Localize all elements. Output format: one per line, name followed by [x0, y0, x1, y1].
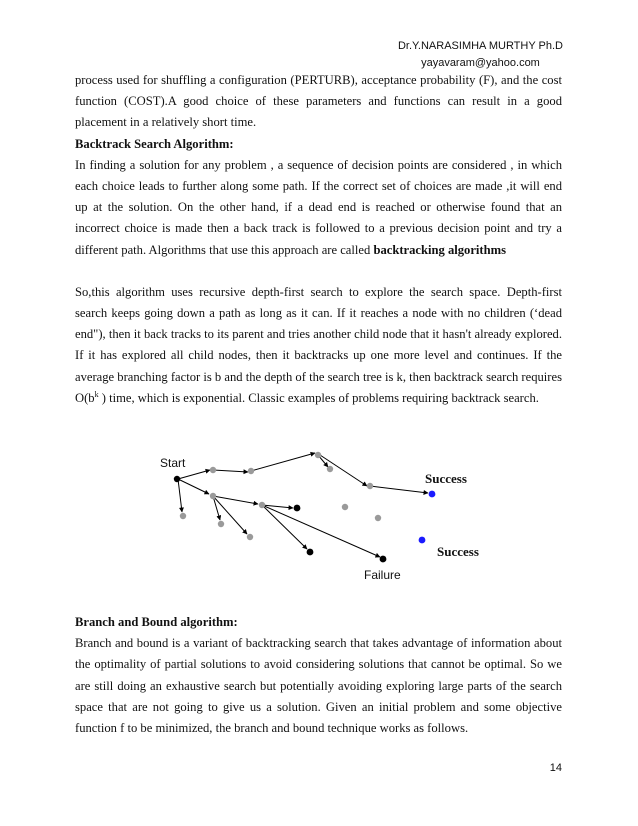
tree-node: [327, 466, 333, 472]
tree-node: [180, 513, 186, 519]
dead-end-node: [294, 505, 301, 512]
success-node-2: [419, 537, 426, 544]
branch-bound-heading: Branch and Bound algorithm:: [75, 615, 238, 629]
branch-bound-section: [75, 612, 562, 739]
dead-end-node: [307, 549, 314, 556]
tree-node: [375, 515, 381, 521]
edge: [262, 505, 307, 549]
paragraph-2: [75, 155, 562, 261]
edge: [213, 470, 248, 472]
tree-node: [210, 493, 216, 499]
failure-label: Failure: [364, 568, 401, 582]
edge: [178, 470, 210, 479]
backtracking-term: backtracking algorithms: [373, 242, 507, 257]
paragraph-3-text: So,this algorithm uses recursive depth-first search to explore the search space. Depth-first search keeps going down a path as long as it can. If it reaches a node with no children (‘dead end"), then it back tracks to its parent and tries another child node that it hasn't already explored. If it has explored all child nodes, then it backtracks up one more level and continues. If the average branching factor is b and the depth of the search tree is k, then backtrack search requires O(b: [75, 284, 562, 405]
author-email: yayavaram@yahoo.com: [421, 57, 540, 69]
start-label: Start: [160, 456, 186, 470]
backtrack-tree-diagram: [150, 450, 500, 585]
paragraph-3: [75, 282, 562, 409]
tree-node: [210, 467, 216, 473]
backtrack-heading: Backtrack Search Algorithm:: [75, 136, 234, 151]
tree-node: [259, 502, 265, 508]
success-label-1: Success: [425, 471, 467, 486]
edge: [178, 479, 209, 494]
edge: [251, 453, 315, 471]
tree-node: [342, 504, 348, 510]
tree-node: [248, 468, 254, 474]
failure-node: [380, 556, 387, 563]
paragraph-2-text: In finding a solution for any problem , a sequence of decision points are considered , in which each choice leads to further along some path. If the correct set of choices are made ,it will end up at the solution. On the other hand, if a dead end is reached or otherwise found that an incorrect choice is made then a back track is followed to a previous decision point and try a different path. Algorithms that use this approach are called: [75, 157, 562, 257]
edge: [370, 486, 428, 493]
edge: [262, 505, 380, 557]
paragraph-3-end: ) time, which is exponential. Classic examples of problems requiring backtrack search.: [98, 390, 539, 405]
page-number: 14: [549, 762, 562, 774]
start-node: [174, 476, 180, 482]
page-header: [398, 38, 563, 72]
tree-node: [247, 534, 253, 540]
success-node: [429, 491, 436, 498]
success-label-2: Success: [437, 544, 479, 559]
tree-node: [218, 521, 224, 527]
paragraph-4: Branch and bound is a variant of backtracking search that takes advantage of information about the optimality of partial solutions to avoid considering solutions that cannot be optimal. So we are still doing an exhaustive search but potentially avoiding exploring large parts of the search space that are not going to give us a solution. Given an initial problem and some objective function f to be minimized, the branch and bound technique works as follows.: [75, 636, 562, 736]
author-name: Dr.Y.NARASIMHA MURTHY Ph.D: [397, 40, 563, 52]
paragraph-1: process used for shuffling a configuration (PERTURB), acceptance probability (F), and the cost function (COST).A good choice of these parameters and functions can result in a good placement in a relatively short time.: [75, 73, 562, 130]
tree-node: [315, 452, 321, 458]
tree-node: [367, 483, 373, 489]
edge: [178, 479, 182, 512]
edge: [320, 455, 367, 486]
exponent-k: k: [94, 389, 99, 399]
body-text: [75, 70, 562, 409]
